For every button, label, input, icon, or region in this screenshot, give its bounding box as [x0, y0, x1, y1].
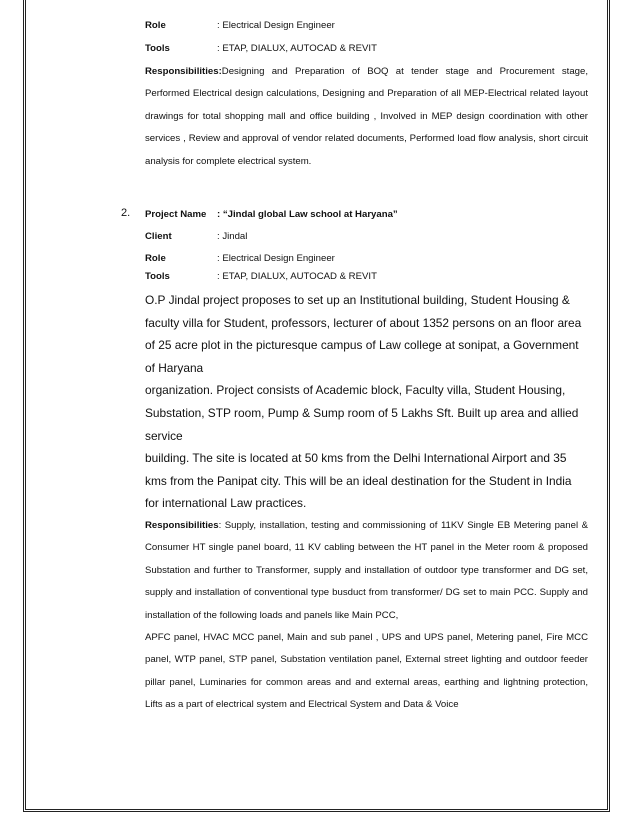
description-paragraph-3: building. The site is located at 50 kms from the Delhi International Airport and 35 kms from the Panipat city. This will be an ideal destination for the Student in India for international Law practices.	[145, 451, 572, 511]
responsibilities-text-2: APFC panel, HVAC MCC panel, Main and sub panel , UPS and UPS panel, Metering panel, Fire MCC panel, WTP panel, STP panel, Substation ventilation panel, External street lighting and outdoor feeder pillar panel, Luminaries for common areas and and external areas, earthing and lightning protection, Lifts as a part of electrical system and Electrical System and Data & Voice	[145, 632, 588, 711]
project-description	[145, 289, 588, 515]
tools-label: Tools	[145, 271, 170, 282]
responsibilities-1	[145, 61, 588, 173]
list-number: 2.	[121, 207, 131, 219]
responsibilities-label: Responsibilities:	[145, 66, 222, 77]
description-paragraph-2: organization. Project consists of Academic block, Faculty villa, Student Housing, Substation, STP room, Pump & Sump room of 5 Lakhs Sft. Built up area and allied service	[145, 383, 579, 443]
project-name-row	[145, 209, 398, 221]
role-value: : Electrical Design Engineer	[217, 20, 335, 31]
project-name-label: Project Name	[145, 209, 207, 220]
tools-row-2	[145, 271, 377, 283]
role-row-2	[145, 253, 335, 265]
role-value: : Electrical Design Engineer	[217, 253, 335, 264]
client-label: Client	[145, 231, 172, 242]
responsibilities-text: Designing and Preparation of BOQ at tender stage and Procurement stage, Performed Electrical design calculations, Designing and Preparation of all MEP-Electrical related layout drawings for total shopping mall and office building , Involved in MEP design coordination with other services , Review and approval of vendor related documents, Performed load flow analysis, short circuit analysis for complete electrical system.	[145, 66, 588, 167]
role-row-1	[145, 20, 335, 32]
role-label: Role	[145, 20, 166, 31]
description-paragraph-1: O.P Jindal project proposes to set up an Institutional building, Student Housing & faculty villa for Student, professors, lecturer of about 1352 persons on an floor area of 25 acre plot in the picturesque campus of Law college at sonipat, a Government of Haryana	[145, 293, 582, 375]
tools-value: : ETAP, DIALUX, AUTOCAD & REVIT	[217, 271, 377, 282]
client-row	[145, 231, 247, 243]
tools-row-1	[145, 43, 377, 55]
client-value: : Jindal	[217, 231, 248, 242]
tools-label: Tools	[145, 43, 170, 54]
project-name-value: : “Jindal global Law school at Haryana”	[217, 209, 398, 220]
tools-value: : ETAP, DIALUX, AUTOCAD & REVIT	[217, 43, 377, 54]
responsibilities-label: Responsibilities	[145, 520, 219, 531]
role-label: Role	[145, 253, 166, 264]
responsibilities-2	[145, 515, 588, 717]
responsibilities-text-1: : Supply, installation, testing and commissioning of 11KV Single EB Metering panel & Consumer HT single panel board, 11 KV cabling between the HT panel in the Meter room & proposed Substation and further to Transformer, supply and installation of outdoor type transformer and DG set, supply and installation of conventional type busduct from transformer/ DG set to main PCC. Supply and installation of the following loads and panels like Main PCC,	[145, 520, 588, 621]
